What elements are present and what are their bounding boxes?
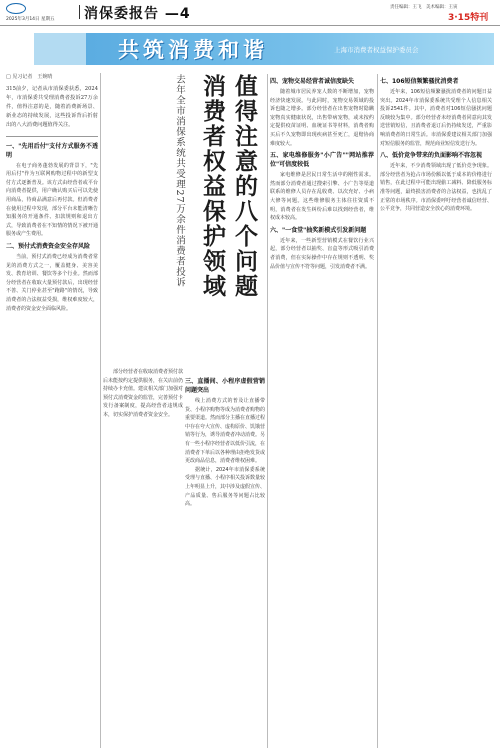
- section-title: 消保委报告 —4: [84, 6, 191, 22]
- subhead-4: 四、宠物交易经营者诚信度缺失: [270, 78, 355, 85]
- middle-column: [185, 374, 265, 748]
- banner-subtitle: 上海市消费者权益保护委员会: [334, 46, 419, 54]
- masthead-divider: [79, 5, 80, 19]
- subhead-2: 二、预付式消费资金安全存风险: [6, 242, 91, 250]
- paragraph: 随着城市居民养宠人数的不断增加，宠物经济快速发展。与此同时，宠物交易领域的投诉也随之增多。部分经营者在出售宠物时隐瞒宠物真实健康状况，出售带病宠物，或未按约定提供疫苗证明、血统证书等材料，消费者购买后不久宠物即出现疾病甚至死亡，退赔协商难度较大。: [270, 89, 374, 147]
- issue-date: 2025年3月14日 星期五: [6, 17, 55, 22]
- paragraph: 家电维修是居民日常生活中的刚性需求。然而部分消费者通过搜索引擎、小广告等渠道联系的维修人员存在乱收费、以次充好、小病大修等问题。这些维修服务主体往往资质不明，消费者在发生纠纷后难以找到经营者，维权成本较高。: [270, 172, 374, 222]
- masthead: [0, 0, 500, 26]
- paragraph: 近年来，106短信频繁骚扰消费者的问题日益突出。2024年市消保委系统共受理个人信息相关投诉2541件。其中，消费者对106短信骚扰问题反映较为集中。部分经营者未经消费者同意向其发送营销短信，且消费者退订后仍持续发送，严重影响消费者的日常生活。市消保委建议相关部门加强对短信服务的监管，规范商业短信发送行为。: [380, 89, 492, 147]
- paragraph: 近年来，不少消费领域出现了低价竞争现象。部分经营者为抢占市场份额以低于成本的价格进行销售，在此过程中可能出现偷工减料、降低服务标准等问题，最终损害消费者的合法权益，也扰乱了正常的市场秩序。市消保委呼吁经营者诚信经营、公平竞争，共同营造安全放心的消费环境。: [380, 163, 492, 213]
- column-divider: [377, 74, 378, 748]
- far-right-column: [380, 74, 492, 748]
- subhead-1: 一、"先用后付"支付方式服务不透明: [6, 142, 98, 159]
- banner-title: 共筑消费和谐: [118, 37, 268, 62]
- right-column: [270, 74, 374, 748]
- paragraph: 部分经营者在收取消费者预付款后未能按约定提供服务，在关店前仍持续办卡充值。建议相关部门加强对预付式消费资金的监管，完善预付卡发行备案制度，提高经营者违规成本，切实保护消费者资金安全。: [103, 369, 183, 418]
- paragraph: 当前，预付式消费已经成为消费者常见的消费方式之一，覆盖健身、美容美发、教育培训、餐饮等多个行业。然而部分经营者在收取大量预付款后，出现经营不善、关门停业甚至"跑路"的情况，导致消费者的合法权益受损，维权难度较大，消费者的资金安全面临风险。: [6, 253, 98, 312]
- headline-subtitle: 去年全市消保系统共受理27万余件消费者投诉: [174, 74, 185, 288]
- paragraph: 据统计，2024年市消保委系统受理与直播、小程序相关投诉数量较上年明显上升，其中涉及虚假宣传、产品质量、售后服务等问题占比较高。: [185, 466, 265, 508]
- newspaper-logo: [6, 3, 26, 14]
- subhead-8: 八、低价竞争带来的负面影响不容忽视: [380, 152, 483, 160]
- paragraph: 线上消费方式的普及让直播带货、小程序购物等成为消费者购物的重要渠道。然而部分主播在直播过程中存在夸大宣传、虚构原价、饥饿营销等行为，诱导消费者冲动消费。另有一些小程序经营者以低价引流，在消费者下单后以各种理由拒绝发货或更改商品信息，消费者维权困难。: [185, 398, 265, 465]
- paragraph: 近年来，一些新型营销模式在餐饮行业兴起，部分经营者以抽奖、盲盒等形式吸引消费者消费，但在实际操作中存在规则不透明、奖品价值与宣传不符等问题，引发消费者不满。: [270, 237, 374, 270]
- left-column: [6, 73, 98, 748]
- editor-credits: 责任编辑：王飞 美术编辑：王寅: [390, 5, 458, 10]
- subhead-7: 七、106短信频繁骚扰消费者: [380, 78, 459, 85]
- column-divider: [100, 73, 101, 748]
- subhead-3: 三、直播间、小程序虚假营销问题突出: [185, 378, 265, 394]
- middle-column: [103, 368, 183, 748]
- special-issue-badge: 3·15特刊: [448, 13, 489, 23]
- subhead-5: 五、家电维修服务"小广告""网站推荐位"可信度较低: [270, 152, 374, 169]
- section-banner: [34, 33, 494, 65]
- column-divider: [267, 74, 268, 748]
- lead-paragraph: 315前夕，记者从市消保委获悉，2024年，市消保委共受理消费者投诉27万余件，值得注意的是，随着消费新场景、新业态的持续发展，这些投诉背后折射出的八大消费问题值得关注。: [6, 85, 98, 137]
- headline-main: 消费者权益保护领域: [199, 74, 226, 299]
- banner-decoration: [34, 33, 86, 65]
- subhead-6: 六、"一食堂"抽奖新模式引发新问题: [270, 226, 367, 234]
- reporter-byline: □ 见习记者 王婉晴: [6, 74, 53, 80]
- paragraph: 在电子商务蓬勃发展的背景下，"先用后付"作为互联网购物过程中的新型支付方式逐渐普及。该方式由经营者或平台向消费者提供，用户确认购买后可以先使用商品，待商品满意后再付款。但消费者在使用过程中发现，部分平台未能清晰告知服务的开通条件、扣款规则和退出方式，导致消费者在不知情的情况下被开通服务或产生费用。: [6, 162, 98, 238]
- headline-main: 值得注意的八个问题: [231, 74, 258, 299]
